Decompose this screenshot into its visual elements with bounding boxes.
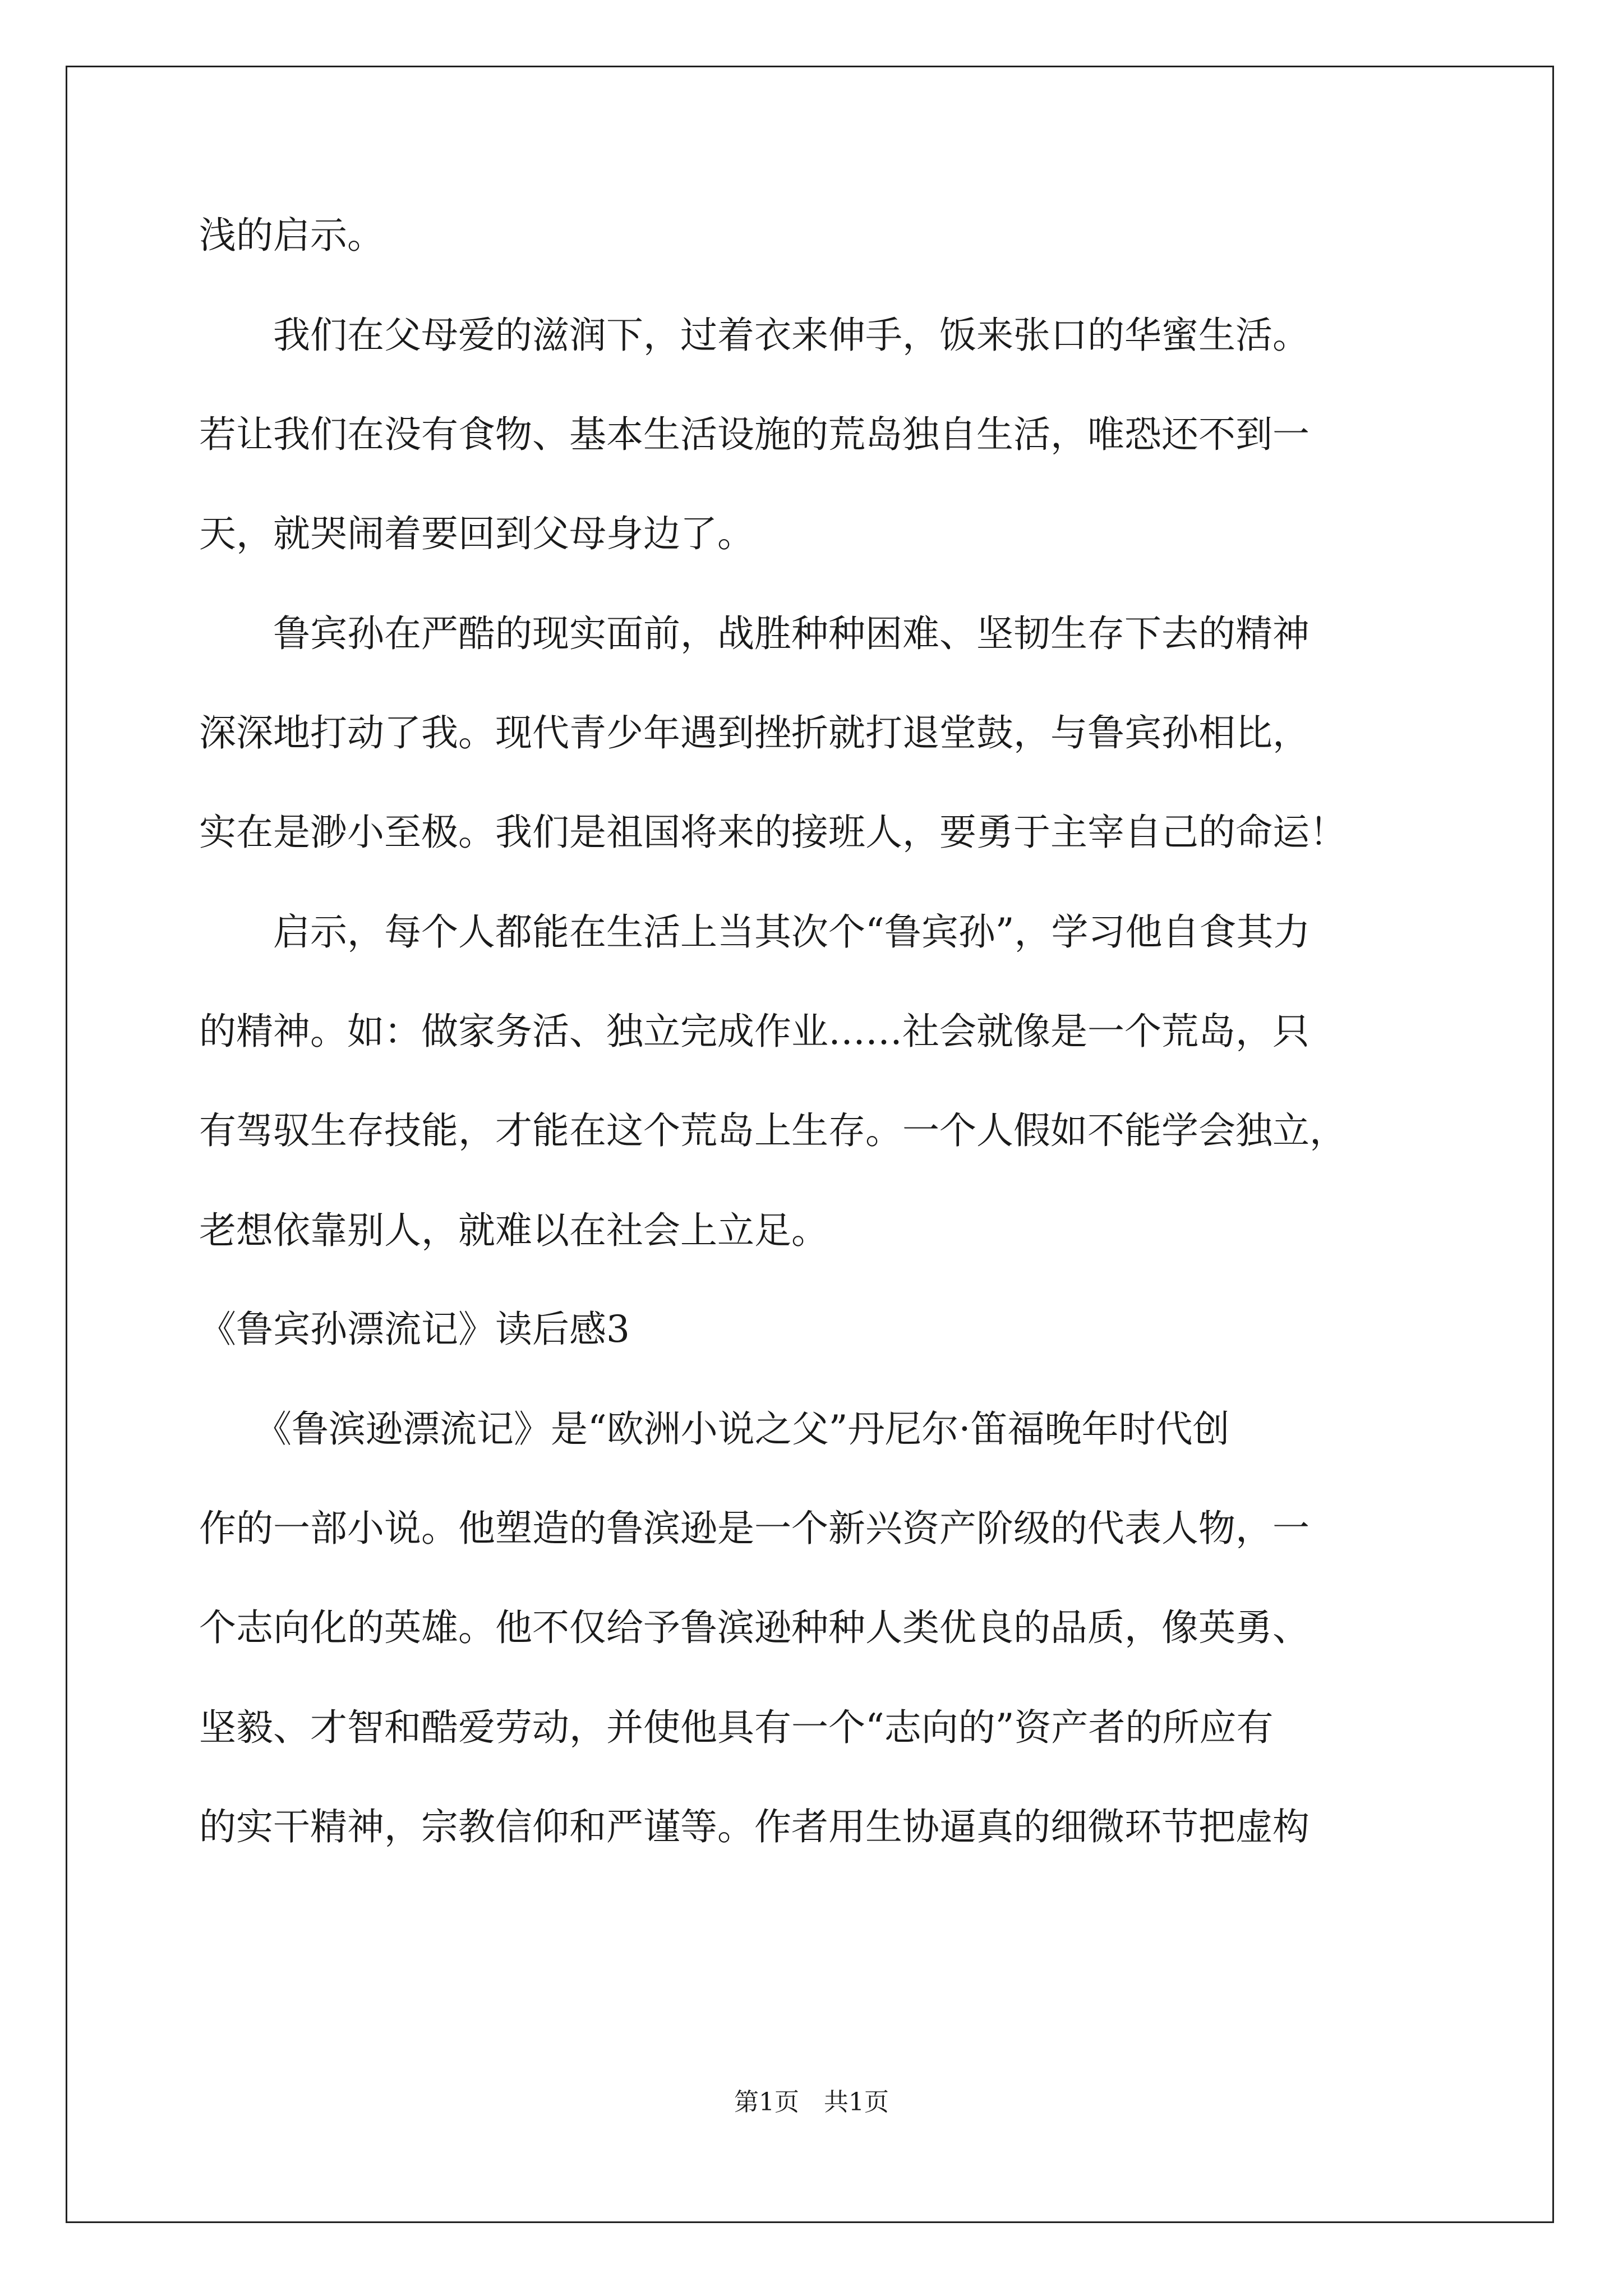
text-line: 的实干精神，宗教信仰和严谨等。作者用生协逼真的细微环节把虚构 (199, 1805, 1310, 1848)
text-line: 天，就哭闹着要回到父母身边了。 (199, 512, 754, 555)
text-line: 坚毅、才智和酷爱劳动，并使他具有一个“志向的”资产者的所应有 (199, 1706, 1274, 1749)
section-heading: 《鲁宾孙漂流记》读后感3 (199, 1308, 630, 1351)
text-line: 的精神。如：做家务活、独立完成作业……社会就像是一个荒岛，只 (199, 1010, 1310, 1053)
text-line: 实在是渺小至极。我们是祖国将来的接班人，要勇于主宰自己的命运！ (199, 811, 1347, 854)
text-line: 鲁宾孙在严酷的现实面前，战胜种种困难、坚韧生存下去的精神 (199, 612, 1310, 655)
text-line: 启示，每个人都能在生活上当其次个“鲁宾孙”，学习他自食其力 (199, 910, 1311, 954)
text-line: 《鲁滨逊漂流记》是“欧洲小说之父”丹尼尔·笛福晚年时代创 (199, 1407, 1230, 1451)
page-number: 第1页 共1页 (734, 2088, 889, 2116)
text-line: 深深地打动了我。现代青少年遇到挫折就打退堂鼓，与鲁宾孙相比， (199, 711, 1310, 754)
text-line: 若让我们在没有食物、基本生活设施的荒岛独自生活，唯恐还不到一 (199, 413, 1310, 456)
text-line: 有驾驭生存技能，才能在这个荒岛上生存。一个人假如不能学会独立， (199, 1109, 1347, 1152)
text-line: 个志向化的英雄。他不仅给予鲁滨逊种种人类优良的品质，像英勇、 (199, 1606, 1310, 1649)
text-line: 老想依靠别人，就难以在社会上立足。 (199, 1209, 828, 1252)
text-line: 我们在父母爱的滋润下，过着衣来伸手，饭来张口的华蜜生活。 (199, 314, 1310, 357)
text-line: 浅的启示。 (199, 214, 384, 257)
text-line: 作的一部小说。他塑造的鲁滨逊是一个新兴资产阶级的代表人物，一 (199, 1507, 1310, 1550)
